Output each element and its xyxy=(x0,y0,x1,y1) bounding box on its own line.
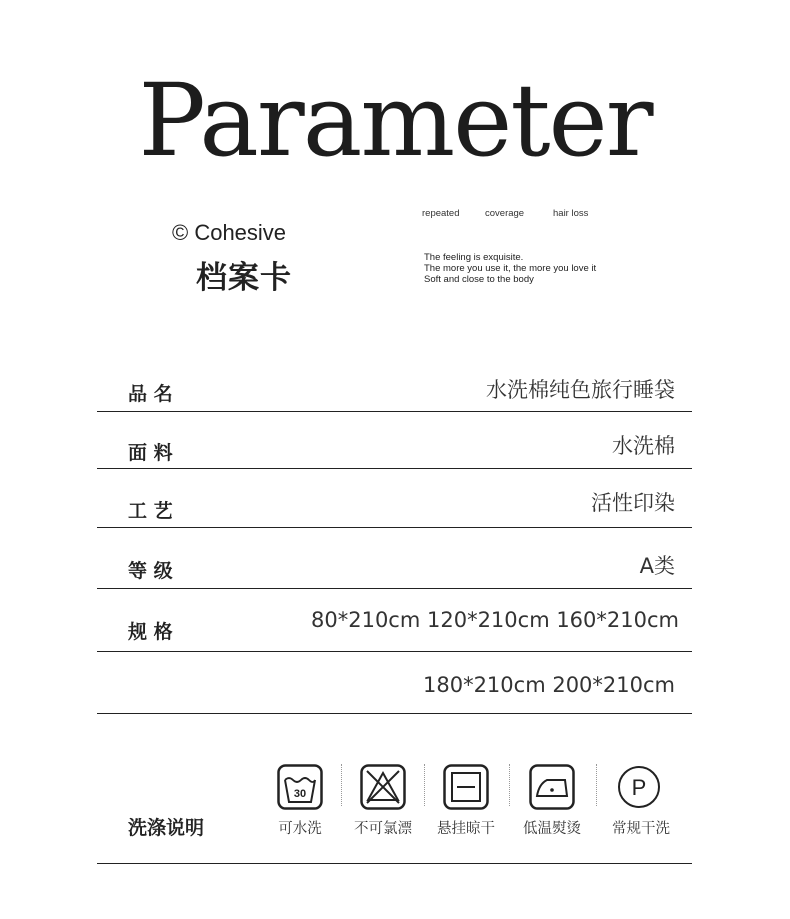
separator xyxy=(596,764,597,806)
tag-repeated: repeated xyxy=(422,208,460,219)
hang-dry-icon xyxy=(443,764,489,810)
hand-wash-30-icon xyxy=(277,764,323,810)
separator xyxy=(424,764,425,806)
spec-value-name: 水洗棉纯色旅行睡袋 xyxy=(486,378,675,402)
spec-label-grade: 等 级 xyxy=(128,560,173,582)
iron-low-icon xyxy=(529,764,575,810)
care-label-no-bleach: 不可氯漂 xyxy=(354,821,412,837)
spec-value-size-extra: 180*210cm 200*210cm xyxy=(422,673,675,697)
tagline-2: The more you use it, the more you love it xyxy=(424,263,597,274)
no-bleach-icon xyxy=(360,764,406,810)
tagline-3: Soft and close to the body xyxy=(424,274,534,285)
tagline-1: The feeling is exquisite. xyxy=(424,252,524,263)
brand-name: © Cohesive xyxy=(172,220,287,245)
separator xyxy=(509,764,510,806)
divider xyxy=(97,713,692,714)
spec-value-craft: 活性印染 xyxy=(591,491,675,515)
brand-subtitle: 档案卡 xyxy=(196,260,292,296)
tag-coverage: coverage xyxy=(485,208,525,219)
spec-label-size: 规 格 xyxy=(128,621,173,643)
page-title: Parameter xyxy=(138,62,652,179)
tag-hair-loss: hair loss xyxy=(553,208,589,219)
spec-value-grade: A类 xyxy=(639,554,675,578)
spec-label-craft: 工 艺 xyxy=(128,500,173,522)
spec-value-fabric: 水洗棉 xyxy=(612,434,675,458)
divider xyxy=(97,527,692,528)
divider xyxy=(97,411,692,412)
dry-clean-icon xyxy=(616,764,662,810)
spec-label-fabric: 面 料 xyxy=(128,442,173,464)
divider xyxy=(97,863,692,864)
care-label-iron: 低温熨烫 xyxy=(523,821,581,837)
separator xyxy=(341,764,342,806)
wash-temp-label: 30 xyxy=(293,788,307,800)
divider xyxy=(97,651,692,652)
care-label-dry-clean: 常规干洗 xyxy=(612,821,670,837)
care-label-hang-dry: 悬挂晾干 xyxy=(437,821,495,837)
divider xyxy=(97,468,692,469)
dry-clean-letter: P xyxy=(631,775,647,800)
spec-label-name: 品 名 xyxy=(128,383,173,405)
divider xyxy=(97,588,692,589)
care-label-wash: 可水洗 xyxy=(278,821,322,837)
care-title: 洗涤说明 xyxy=(128,817,205,839)
spec-value-size: 80*210cm 120*210cm 160*210cm xyxy=(311,608,679,632)
